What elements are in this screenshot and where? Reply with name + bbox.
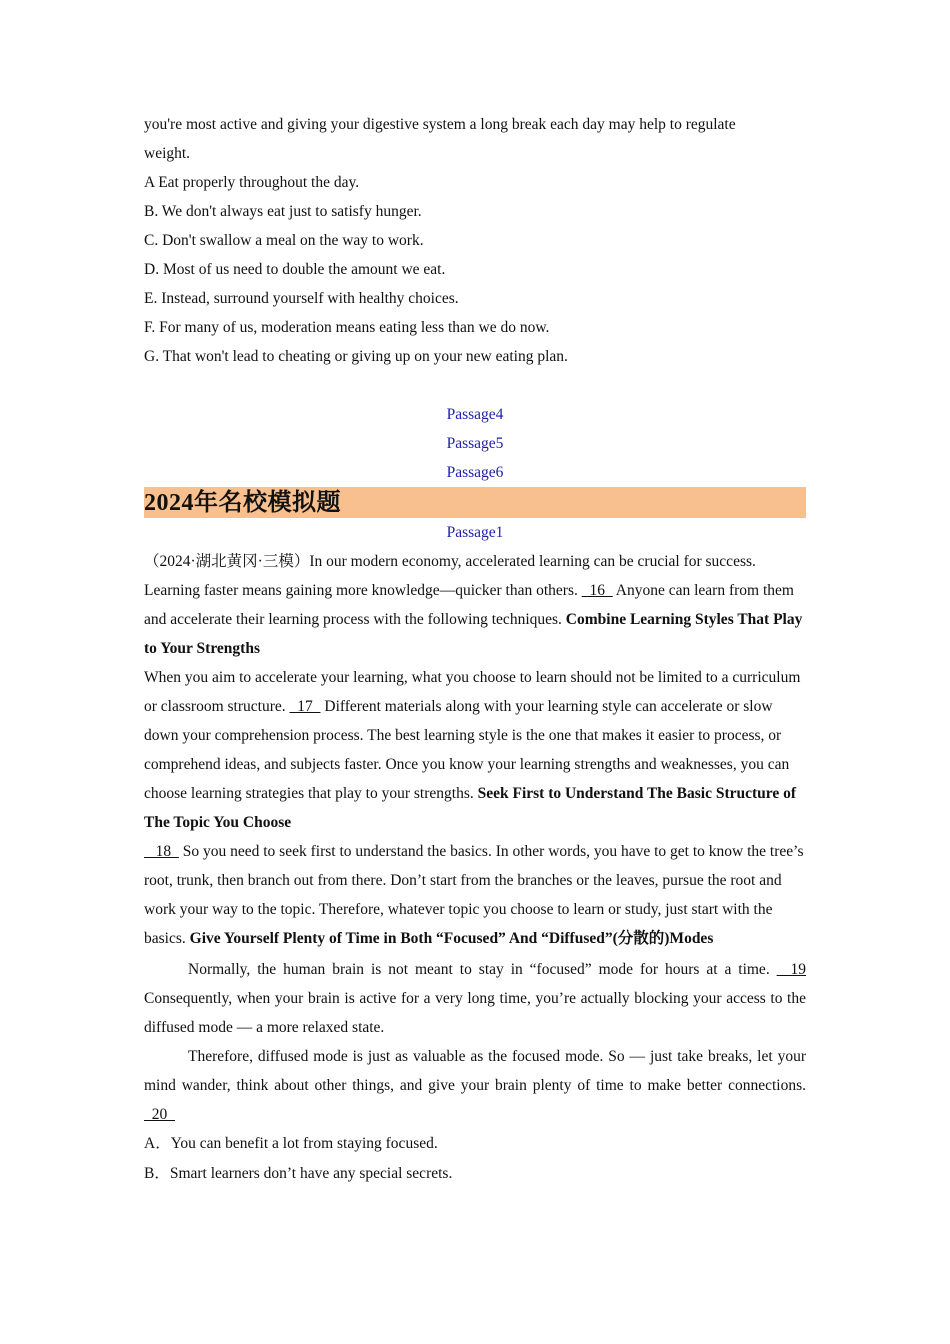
option-b: B．Smart learners don’t have any special secrets.: [144, 1165, 453, 1182]
para4-text-a: Normally, the human brain is not meant to stay in “focused” mode for hours at a time.: [188, 961, 777, 978]
option-a: A．You can benefit a lot from staying focused.: [144, 1135, 438, 1152]
option-a-prev: A Eat properly throughout the day.: [144, 174, 360, 191]
passage1-link[interactable]: Passage1: [446, 524, 504, 541]
para1-text-b: Anyone can learn from them and accelerate their learning process with the following techniques.: [144, 582, 794, 628]
para3-text-b: So you need to seek first to understand the basics. In other words, you have to get to know the tree’s root, trunk, then branch out from there. Don’t start from the branches or the leaves, pursue the root and work your way to the topic. Therefore, whatever topic you choose to learn or study, just start with the basics.: [144, 843, 804, 947]
blank-16: 16: [581, 582, 613, 599]
blank-20: 20: [144, 1106, 175, 1123]
option-e-prev: E. Instead, surround yourself with healthy choices.: [144, 290, 459, 307]
paragraph-2: [144, 663, 806, 837]
passage4-link[interactable]: Passage4: [446, 406, 504, 423]
paragraph-5: [144, 1042, 806, 1129]
option-d-prev: D. Most of us need to double the amount we eat.: [144, 261, 446, 278]
option-c-prev: C. Don't swallow a meal on the way to work.: [144, 232, 424, 249]
blank-17: 17: [289, 698, 321, 715]
spacer: [144, 371, 806, 400]
option-g-prev: G. That won't lead to cheating or giving up on your new eating plan.: [144, 348, 568, 365]
source-label: （2024·湖北黄冈·三模）: [144, 553, 310, 570]
paragraph-4: [144, 955, 806, 1042]
subheading-1: Combine Learning Styles That Play to Your Strengths: [144, 611, 803, 657]
intro-line-2: weight.: [144, 145, 191, 162]
option-b-prev: B. We don't always eat just to satisfy hunger.: [144, 203, 422, 220]
para2-text-a: When you aim to accelerate your learning, what you choose to learn should not be limited to a curriculum or classroom structure.: [144, 669, 801, 715]
passage6-link[interactable]: Passage6: [446, 464, 504, 481]
option-f-prev: F. For many of us, moderation means eating less than we do now.: [144, 319, 550, 336]
document-page: [144, 110, 806, 1189]
blank-18: 18: [144, 843, 179, 860]
paragraph-1: [144, 547, 806, 663]
intro-line-1: you're most active and giving your digestive system a long break each day may help to regulate: [144, 116, 736, 133]
blank-19: 19: [776, 961, 807, 978]
section-heading: 2024年名校模拟题: [144, 487, 806, 518]
subheading-3: Give Yourself Plenty of Time in Both “Focused” And “Diffused”(分散的)Modes: [189, 930, 714, 947]
subheading-2: Seek First to Understand The Basic Structure of The Topic You Choose: [144, 785, 797, 831]
para1-text-a: In our modern economy, accelerated learning can be crucial for success. Learning faster means gaining more knowledge—quicker than others.: [144, 553, 756, 599]
para2-text-b: Different materials along with your learning style can accelerate or slow down your comprehension process. The best learning style is the one that makes it easier to process, or comprehend ideas, and subjects faster. Once you know your learning strengths and weaknesses, you can choose learning strategies that play to your strengths.: [144, 698, 790, 802]
passage5-link[interactable]: Passage5: [446, 435, 504, 452]
para5-text-a: Therefore, diffused mode is just as valuable as the focused mode. So — just take breaks, let your mind wander, think about other things, and give your brain plenty of time to make better connections.: [144, 1048, 806, 1094]
para4-text-b: Consequently, when your brain is active for a very long time, you’re actually blocking your access to the diffused mode — a more relaxed state.: [144, 990, 806, 1036]
paragraph-3: [144, 837, 806, 953]
